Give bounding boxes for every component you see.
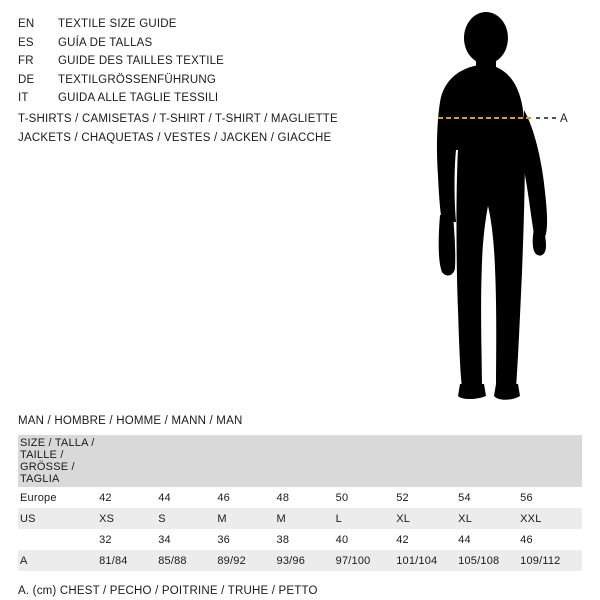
cell (158, 435, 217, 487)
cell: 32 (99, 529, 158, 550)
cell (336, 435, 397, 487)
table-row (18, 550, 582, 571)
cell: 97/100 (336, 550, 397, 571)
cell: 81/84 (99, 550, 158, 571)
cell: XXL (520, 508, 582, 529)
language-code: ES (18, 36, 34, 49)
language-row (18, 52, 378, 71)
cell (277, 435, 336, 487)
cell: 36 (217, 529, 276, 550)
cell: L (336, 508, 397, 529)
cell: XL (458, 508, 520, 529)
cell: 89/92 (217, 550, 276, 571)
language-text: GUIDE DES TAILLES TEXTILE (58, 55, 225, 67)
cell: 38 (277, 529, 336, 550)
figure-illustration (400, 10, 600, 410)
cell: M (217, 508, 276, 529)
cell: 56 (520, 487, 582, 508)
cell (217, 435, 276, 487)
category-list (18, 110, 418, 148)
language-text: TEXTILGRÖSSENFÜHRUNG (58, 73, 216, 86)
language-text: GUÍA DE TALLAS (58, 36, 153, 49)
cell: 44 (158, 487, 217, 508)
table-row (18, 529, 582, 550)
man-silhouette-icon (400, 10, 600, 410)
cell: 34 (158, 529, 217, 550)
table-heading-man: MAN / HOMBRE / HOMME / MANN / MAN (18, 415, 243, 427)
row-label: SIZE / TALLA / TAILLE / GRÖSSE / TAGLIA (18, 435, 99, 487)
row-label: US (18, 508, 99, 529)
cell: 101/104 (396, 550, 458, 571)
cell (458, 435, 520, 487)
size-table (18, 435, 582, 571)
language-row (18, 71, 378, 90)
row-label: Europe (18, 487, 99, 508)
row-label: A (18, 550, 99, 571)
table-footnote: A. (cm) CHEST / PECHO / POITRINE / TRUHE / PETTO (18, 585, 318, 597)
language-code: EN (18, 18, 35, 30)
table-row (18, 487, 582, 508)
category-tshirts: T-SHIRTS / CAMISETAS / T-SHIRT / T-SHIRT / MAGLIETTE (18, 113, 338, 125)
language-code: IT (18, 92, 29, 104)
cell: 46 (217, 487, 276, 508)
language-text: GUIDA ALLE TAGLIE TESSILI (58, 92, 219, 104)
category-jackets: JACKETS / CHAQUETAS / VESTES / JACKEN / GIACCHE (18, 132, 332, 144)
cell (396, 435, 458, 487)
cell (99, 435, 158, 487)
cell: 54 (458, 487, 520, 508)
cell: 105/108 (458, 550, 520, 571)
language-row (18, 34, 378, 53)
cell: 44 (458, 529, 520, 550)
table-row (18, 435, 582, 487)
cell: M (277, 508, 336, 529)
language-row (18, 89, 378, 108)
cell: 93/96 (277, 550, 336, 571)
size-table-section (18, 415, 582, 597)
cell: 42 (99, 487, 158, 508)
row-label (18, 529, 99, 550)
cell: 48 (277, 487, 336, 508)
language-list (18, 15, 378, 108)
cell: 40 (336, 529, 397, 550)
cell: 50 (336, 487, 397, 508)
cell: XL (396, 508, 458, 529)
cell: 109/112 (520, 550, 582, 571)
table-row (18, 508, 582, 529)
cell (520, 435, 582, 487)
cell: 52 (396, 487, 458, 508)
cell: 42 (396, 529, 458, 550)
language-code: FR (18, 55, 34, 67)
language-row (18, 15, 378, 34)
cell: S (158, 508, 217, 529)
cell: 46 (520, 529, 582, 550)
cell: 85/88 (158, 550, 217, 571)
cell: XS (99, 508, 158, 529)
callout-label-a: A (560, 113, 568, 125)
language-code: DE (18, 73, 35, 86)
language-text: TEXTILE SIZE GUIDE (58, 18, 177, 30)
